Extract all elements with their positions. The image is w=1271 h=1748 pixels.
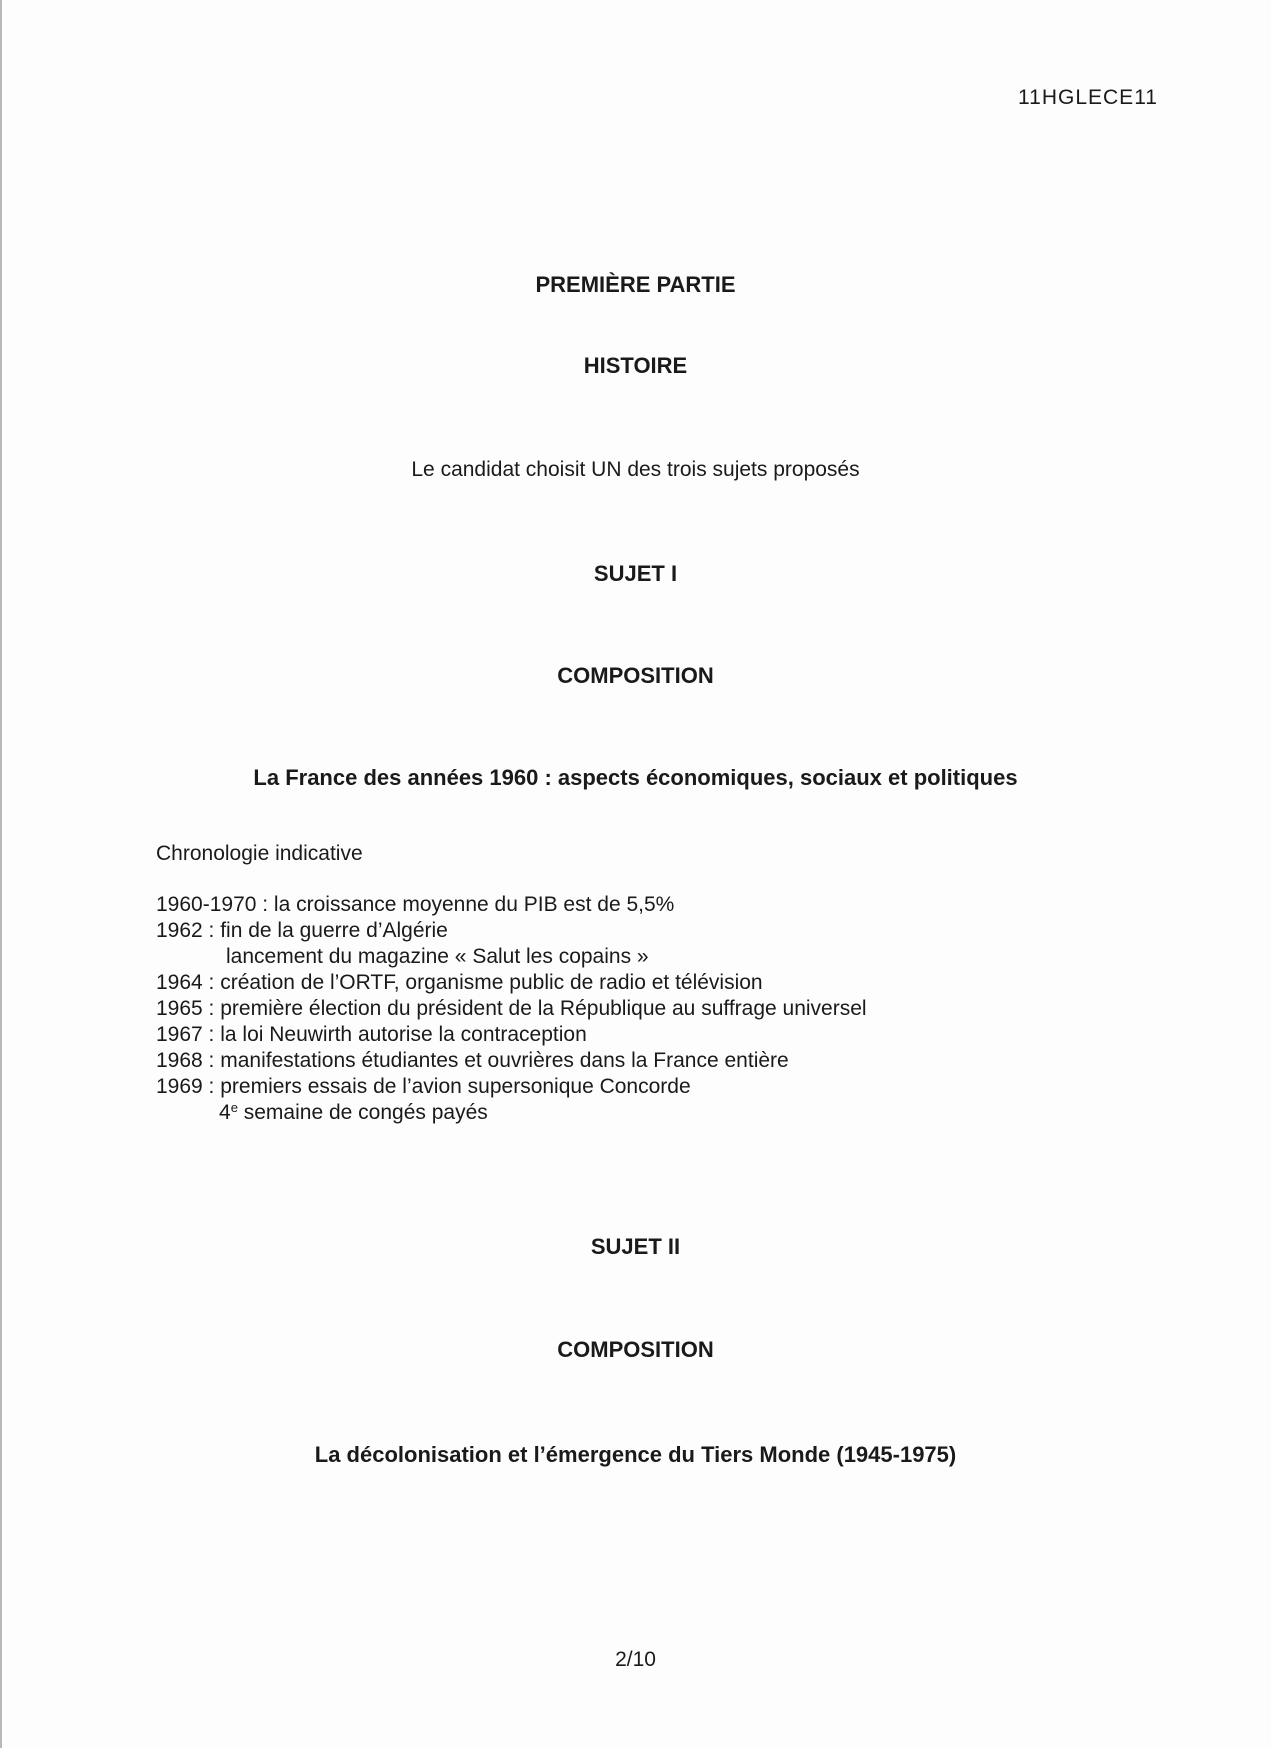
- chronology-item: 1967 : la loi Neuwirth autorise la contraception: [156, 1023, 587, 1046]
- part-title: PREMIÈRE PARTIE: [535, 272, 736, 297]
- chronology-item: 1965 : première élection du président de la République au suffrage universel: [156, 997, 867, 1020]
- chronology-item: 1960-1970 : la croissance moyenne du PIB est de 5,5%: [156, 893, 675, 916]
- sujet1-title: La France des années 1960 : aspects économiques, sociaux et politiques: [253, 765, 1018, 790]
- chronology-item: 1964 : création de l’ORTF, organisme public de radio et télévision: [156, 971, 763, 994]
- sujet1-label: SUJET I: [593, 561, 678, 586]
- chronology-item: 1969 : premiers essais de l’avion supersonique Concorde: [156, 1075, 691, 1098]
- chronology-item-last: [156, 1100, 867, 1126]
- scan-edge: [0, 0, 2, 1748]
- chronology-item: 1962 : fin de la guerre d’Algérie: [156, 919, 448, 942]
- sujet2-type: COMPOSITION: [557, 1337, 714, 1362]
- sujet2-title: La décolonisation et l’émergence du Tiers Monde (1945-1975): [314, 1442, 957, 1467]
- instruction: Le candidat choisit UN des trois sujets proposés: [411, 458, 860, 481]
- chronology-item-number: 4: [219, 1101, 231, 1124]
- page-number: 2/10: [615, 1648, 656, 1671]
- chronology-list: [156, 892, 867, 1126]
- sujet1-type: COMPOSITION: [557, 663, 714, 688]
- document-code: 11HGLECE11: [1018, 86, 1158, 109]
- chronology-heading: Chronologie indicative: [156, 842, 363, 865]
- chronology-item-text: semaine de congés payés: [237, 1101, 488, 1124]
- chronology-item: 1968 : manifestations étudiantes et ouvrières dans la France entière: [156, 1049, 789, 1072]
- chronology-item: lancement du magazine « Salut les copains »: [226, 945, 649, 968]
- chronology-item-superscript: e: [230, 1100, 238, 1115]
- sujet2-label: SUJET II: [590, 1234, 681, 1259]
- section-title: HISTOIRE: [583, 353, 688, 378]
